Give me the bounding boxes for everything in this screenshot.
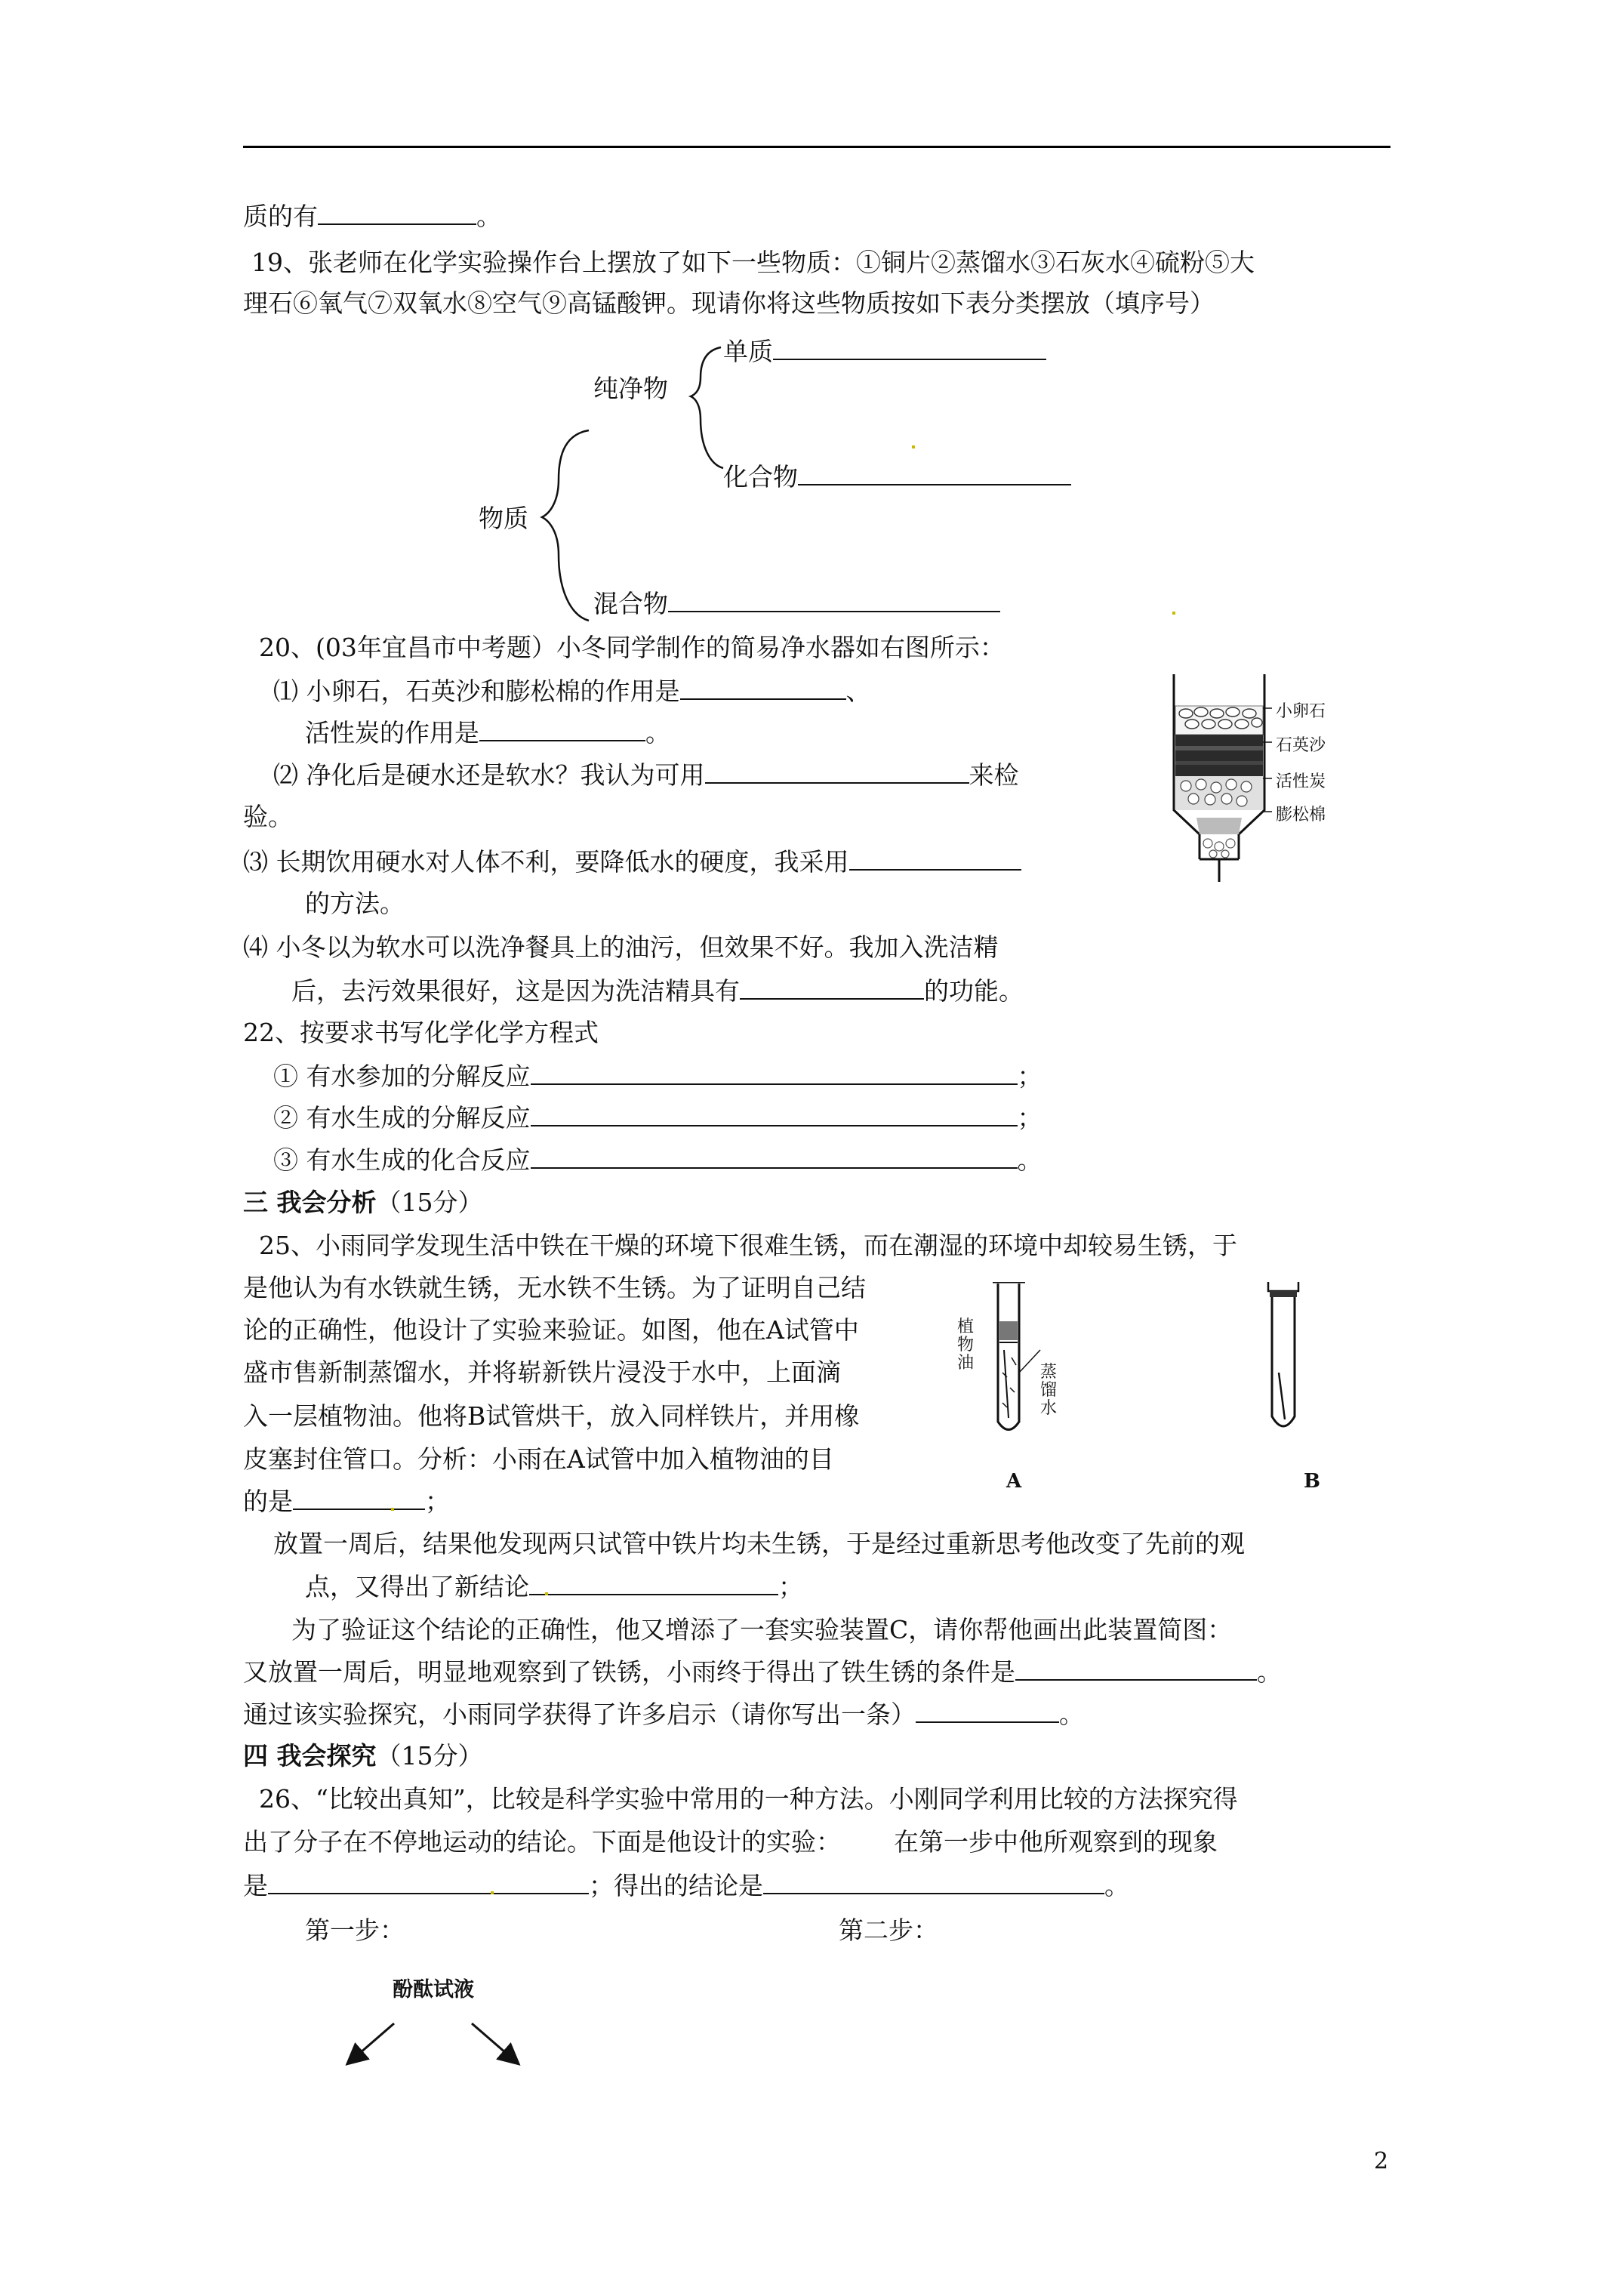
q22-item-2-blank[interactable]: [531, 1102, 1018, 1126]
reagent-arrows: [340, 2008, 536, 2076]
q25-insight-blank[interactable]: [916, 1699, 1059, 1723]
q25-line12: [243, 1699, 1084, 1730]
q25-purpose-blank[interactable]: [293, 1486, 425, 1510]
q26-line2: [243, 1827, 1218, 1857]
q22-item-3-label: ③ 有水生成的化合反应: [273, 1145, 531, 1175]
label-distilled-water: 蒸馏水: [1040, 1363, 1058, 1418]
q20-part2-cont: 验。: [243, 802, 293, 831]
stray-mark: [545, 1592, 548, 1595]
q20-part1b-end: 。: [645, 718, 670, 747]
q25-line9-end: ；: [778, 1572, 803, 1601]
q25-line11-end: 。: [1257, 1657, 1282, 1687]
element-answer-blank[interactable]: [773, 336, 1046, 360]
test-tube-figure: [959, 1282, 1306, 1456]
q22-item-2-end: ；: [1017, 1103, 1042, 1133]
q22-item-1-label: ① 有水参加的分解反应: [273, 1062, 531, 1091]
stray-mark: [491, 1891, 494, 1894]
label-pebble: 小卵石: [1276, 702, 1326, 721]
q22-item-1: [273, 1061, 1042, 1092]
section4-score: （15分）: [376, 1741, 483, 1771]
tree-element-row: [723, 336, 1046, 367]
q20-part4-text: 后，去污效果很好，这是因为洗洁精具有: [291, 976, 740, 1006]
q25-line12-text: 通过该实验探究，小雨同学获得了许多启示（请你写出一条）: [243, 1700, 916, 1729]
q18-answer-blank[interactable]: [318, 201, 476, 225]
q18-tail-line: [243, 201, 501, 232]
stray-mark: [391, 1508, 394, 1511]
q20-part3-text: ⑶ 长期饮用硬水对人体不利，要降低水的硬度，我采用: [243, 847, 849, 877]
q22-item-1-blank[interactable]: [531, 1061, 1018, 1085]
q20-part1-blank[interactable]: [680, 676, 846, 700]
q25-line7-text: 的是: [243, 1487, 293, 1516]
q25-line11: [243, 1657, 1282, 1687]
q22-title: 22、按要求书写化学化学方程式: [243, 1018, 599, 1047]
label-quartz-sand: 石英沙: [1276, 736, 1326, 755]
q22-item-1-end: ；: [1017, 1062, 1042, 1091]
compound-answer-blank[interactable]: [798, 461, 1071, 485]
q20-part1-row: [273, 676, 871, 707]
stray-mark: [1172, 612, 1175, 615]
q19-line2: 理石⑥氧气⑦双氧水⑧空气⑨高锰酸钾。现请你将这些物质按如下表分类摆放（填序号）: [243, 288, 1215, 318]
header-rule: [243, 146, 1390, 148]
q25-line7-end: ；: [425, 1487, 450, 1516]
q20-part2-row: [273, 760, 1019, 791]
q20-part4-tail: 的功能。: [924, 976, 1024, 1006]
q20-part3-cont: 的方法。: [305, 889, 405, 918]
q22-item-2-label: ② 有水生成的分解反应: [273, 1103, 531, 1133]
q25-line8: 放置一周后，结果他发现两只试管中铁片均未生锈，于是经过重新思考他改变了先前的观: [273, 1529, 1245, 1558]
q20-part2-tail: 来检: [969, 760, 1019, 790]
tube-a-label: A: [1006, 1470, 1022, 1493]
q22-item-3-end: 。: [1017, 1145, 1042, 1175]
q26-line1: 26、“比较出真知”，比较是科学实验中常用的一种方法。小刚同学利用比较的方法探究得: [259, 1784, 1238, 1814]
tree-pure-label: 纯净物: [593, 374, 668, 403]
q20-part1b-text: 活性炭的作用是: [305, 718, 479, 747]
q20-part1b-blank[interactable]: [479, 717, 645, 741]
q26-conclusion-blank[interactable]: [763, 1870, 1104, 1894]
q25-line6: 皮塞封住管口。分析：小雨在A试管中加入植物油的目: [243, 1444, 834, 1474]
q25-line4: 盛市售新制蒸馏水，并将崭新铁片浸没于水中，上面滴: [243, 1358, 841, 1387]
tree-compound-row: [723, 461, 1071, 492]
tree-compound-label: 化合物: [723, 462, 798, 492]
tree-element-label: 单质: [723, 337, 773, 366]
q25-line2: 是他认为有水铁就生锈，无水铁不生锈。为了证明自己结: [243, 1273, 866, 1302]
q20-part2-blank[interactable]: [705, 760, 969, 784]
section3-score: （15分）: [376, 1188, 483, 1217]
q22-item-3: [273, 1145, 1042, 1176]
q20-intro: 20、(03年宜昌市中考题）小冬同学制作的简易净水器如右图所示：: [259, 633, 1005, 662]
q25-conclusion-blank[interactable]: [529, 1571, 778, 1595]
q18-end: 。: [476, 202, 501, 231]
q20-part1-text: ⑴ 小卵石，石英沙和膨松棉的作用是: [273, 676, 680, 706]
q25-rust-condition-blank[interactable]: [1015, 1657, 1257, 1681]
section3-title: 三 我会分析: [243, 1188, 377, 1217]
q26-line3: [243, 1870, 1129, 1901]
q25-line1: 25、小雨同学发现生活中铁在干燥的环境下很难生锈，而在潮湿的环境中却较易生锈，于: [259, 1231, 1237, 1260]
q18-text: 质的有: [243, 202, 318, 231]
tree-mixture-label: 混合物: [593, 589, 668, 618]
q20-part3-blank[interactable]: [849, 846, 1021, 871]
label-cotton: 膨松棉: [1276, 806, 1326, 824]
q25-line9-text: 点，又得出了新结论: [305, 1572, 529, 1601]
stray-mark: [912, 445, 915, 448]
q25-line5: 入一层植物油。他将B试管烘干，放入同样铁片，并用橡: [243, 1401, 860, 1431]
label-activated-carbon: 活性炭: [1276, 772, 1326, 791]
q20-part4-row: [291, 975, 1024, 1006]
q20-part1-sep: 、: [845, 676, 871, 706]
label-vegetable-oil: 植物油: [957, 1318, 975, 1373]
q26-line2-tail: 在第一步中他所观察到的现象: [894, 1827, 1218, 1857]
q25-line11-text: 又放置一周后，明显地观察到了铁锈，小雨终于得出了铁生锈的条件是: [243, 1657, 1015, 1687]
water-purifier-figure: [1166, 674, 1272, 886]
q22-item-3-blank[interactable]: [531, 1145, 1018, 1169]
q22-item-2: [273, 1102, 1042, 1133]
tree-root-label: 物质: [479, 504, 528, 533]
tube-b-label: B: [1304, 1470, 1320, 1493]
q20-part1b-row: [305, 717, 670, 748]
q26-step1: 第一步：: [305, 1915, 405, 1945]
q25-line3: 论的正确性，他设计了实验来验证。如图，他在A试管中: [243, 1315, 859, 1345]
q25-line10: 为了验证这个结论的正确性，他又增添了一套实验装置C，请你帮他画出此装置简图：: [291, 1615, 1233, 1644]
q26-step2: 第二步：: [839, 1915, 938, 1945]
q26-line2-text: 出了分子在不停地运动的结论。下面是他设计的实验：: [243, 1827, 841, 1857]
q20-part2-text: ⑵ 净化后是硬水还是软水？我认为可用: [273, 760, 705, 790]
q26-phenomenon-blank[interactable]: [268, 1870, 589, 1894]
q25-line12-end: 。: [1059, 1700, 1084, 1729]
section4-heading: [243, 1741, 483, 1771]
q20-part4-line1: ⑷ 小冬以为软水可以洗净餐具上的油污，但效果不好。我加入洗洁精: [243, 932, 999, 962]
q26-line3-mid: ；得出的结论是: [589, 1871, 763, 1900]
q20-part3-row: [243, 846, 1021, 877]
q19-line1: 19、张老师在化学实验操作台上摆放了如下一些物质：①铜片②蒸馏水③石灰水④硫粉⑤大: [251, 248, 1255, 277]
page-number: 2: [1374, 2148, 1389, 2174]
phenolphthalein-label: 酚酞试液: [393, 1978, 474, 2002]
q26-line3-end: 。: [1104, 1871, 1129, 1900]
section4-title: 四 我会探究: [243, 1741, 377, 1771]
q25-line7: [243, 1486, 450, 1517]
q25-line9: [305, 1571, 803, 1602]
section3-heading: [243, 1188, 483, 1218]
q26-line3-text: 是: [243, 1871, 268, 1900]
classification-brace: [528, 340, 732, 627]
q20-part4-blank[interactable]: [740, 975, 924, 1000]
